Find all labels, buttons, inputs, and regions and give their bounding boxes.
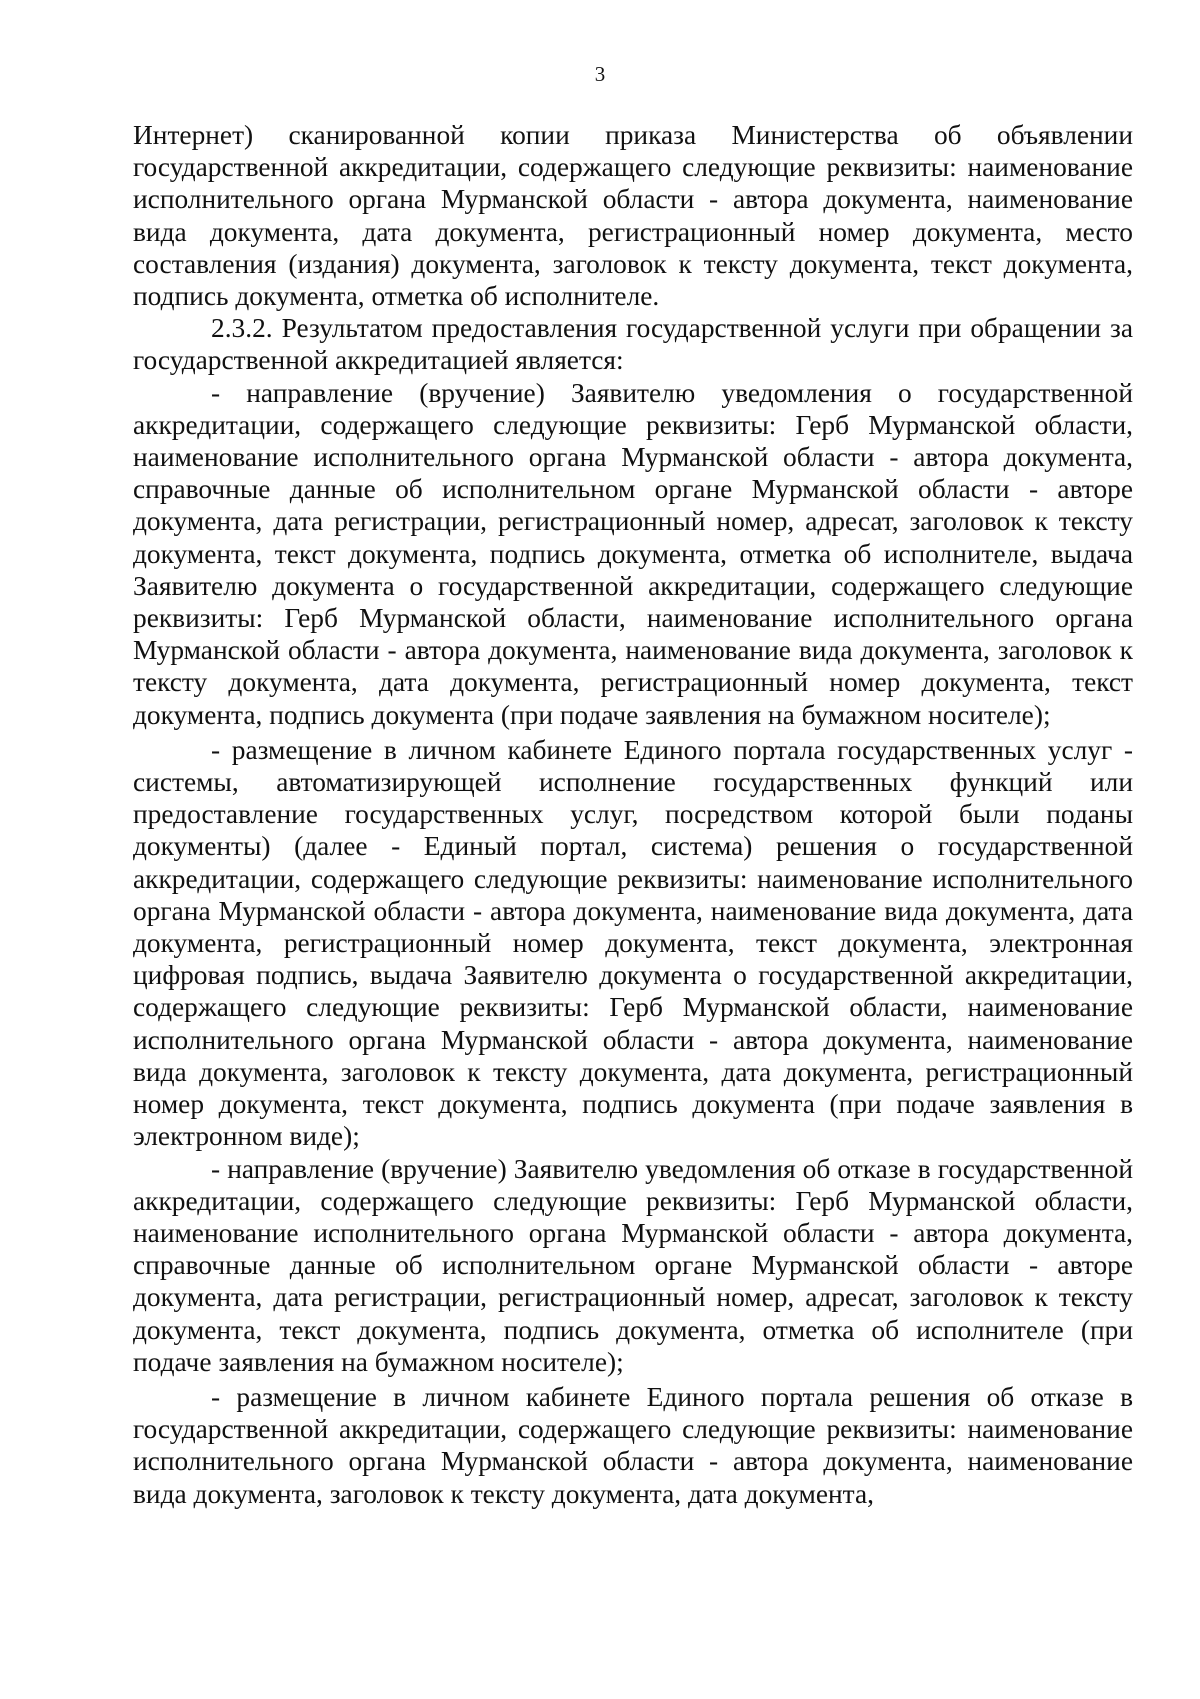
list-item-refusal-paper: - направление (вручение) Заявителю уведомления об отказе в государственной аккредитации, содержащего следующие реквизиты: Герб Мурманской области, наименование исполнительного органа Мурманской области - автора документа, справочные данные об исполнительном органе Мурманской области - авторе документа, дата регистрации, регистрационный номер, адресат, заголовок к тексту документа, текст документа, подпись документа, отметка об исполнителе (при подаче заявления на бумажном носителе); [133,1153,1133,1377]
document-body [133,119,1133,1510]
list-item-notification-paper: - направление (вручение) Заявителю уведомления о государственной аккредитации, содержащего следующие реквизиты: Герб Мурманской области, наименование исполнительного органа Мурманской области - автора документа, справочные данные об исполнительном органе Мурманской области - авторе документа, дата регистрации, регистрационный номер, адресат, заголовок к тексту документа, текст документа, подпись документа, отметка об исполнителе, выдача Заявителю документа о государственной аккредитации, содержащего следующие реквизиты: Герб Мурманской области, наименование исполнительного органа Мурманской области - автора документа, наименование вида документа, заголовок к тексту документа, дата документа, регистрационный номер документа, текст документа, подпись документа (при подаче заявления на бумажном носителе); [133,377,1133,730]
page-number: 3 [594,62,606,86]
list-item-portal-electronic: - размещение в личном кабинете Единого портала государственных услуг - системы, автоматизирующей исполнение государственных функций или предоставление государственных услуг, посредством которой были поданы документы) (далее - Единый портал, система) решения о государственной аккредитации, содержащего следующие реквизиты: наименование исполнительного органа Мурманской области - автора документа, наименование вида документа, дата документа, регистрационный номер документа, текст документа, электронная цифровая подпись, выдача Заявителю документа о государственной аккредитации, содержащего следующие реквизиты: Герб Мурманской области, наименование исполнительного органа Мурманской области - автора документа, наименование вида документа, заголовок к тексту документа, дата документа, регистрационный номер документа, текст документа, подпись документа (при подаче заявления в электронном виде); [133,734,1133,1152]
list-item-refusal-portal: - размещение в личном кабинете Единого портала решения об отказе в государственной аккредитации, содержащего следующие реквизиты: наименование исполнительного органа Мурманской области - автора документа, наименование вида документа, заголовок к тексту документа, дата документа, [133,1381,1133,1509]
paragraph-2-3-2: 2.3.2. Результатом предоставления государственной услуги при обращении за государственной аккредитацией является: [133,313,1133,376]
paragraph-intro-continuation: Интернет) сканированной копии приказа Министерства об объявлении государственной аккредитации, содержащего следующие реквизиты: наименование исполнительного органа Мурманской области - автора документа, наименование вида документа, дата документа, регистрационный номер документа, место составления (издания) документа, заголовок к тексту документа, текст документа, подпись документа, отметка об исполнителе. [133,120,1133,312]
